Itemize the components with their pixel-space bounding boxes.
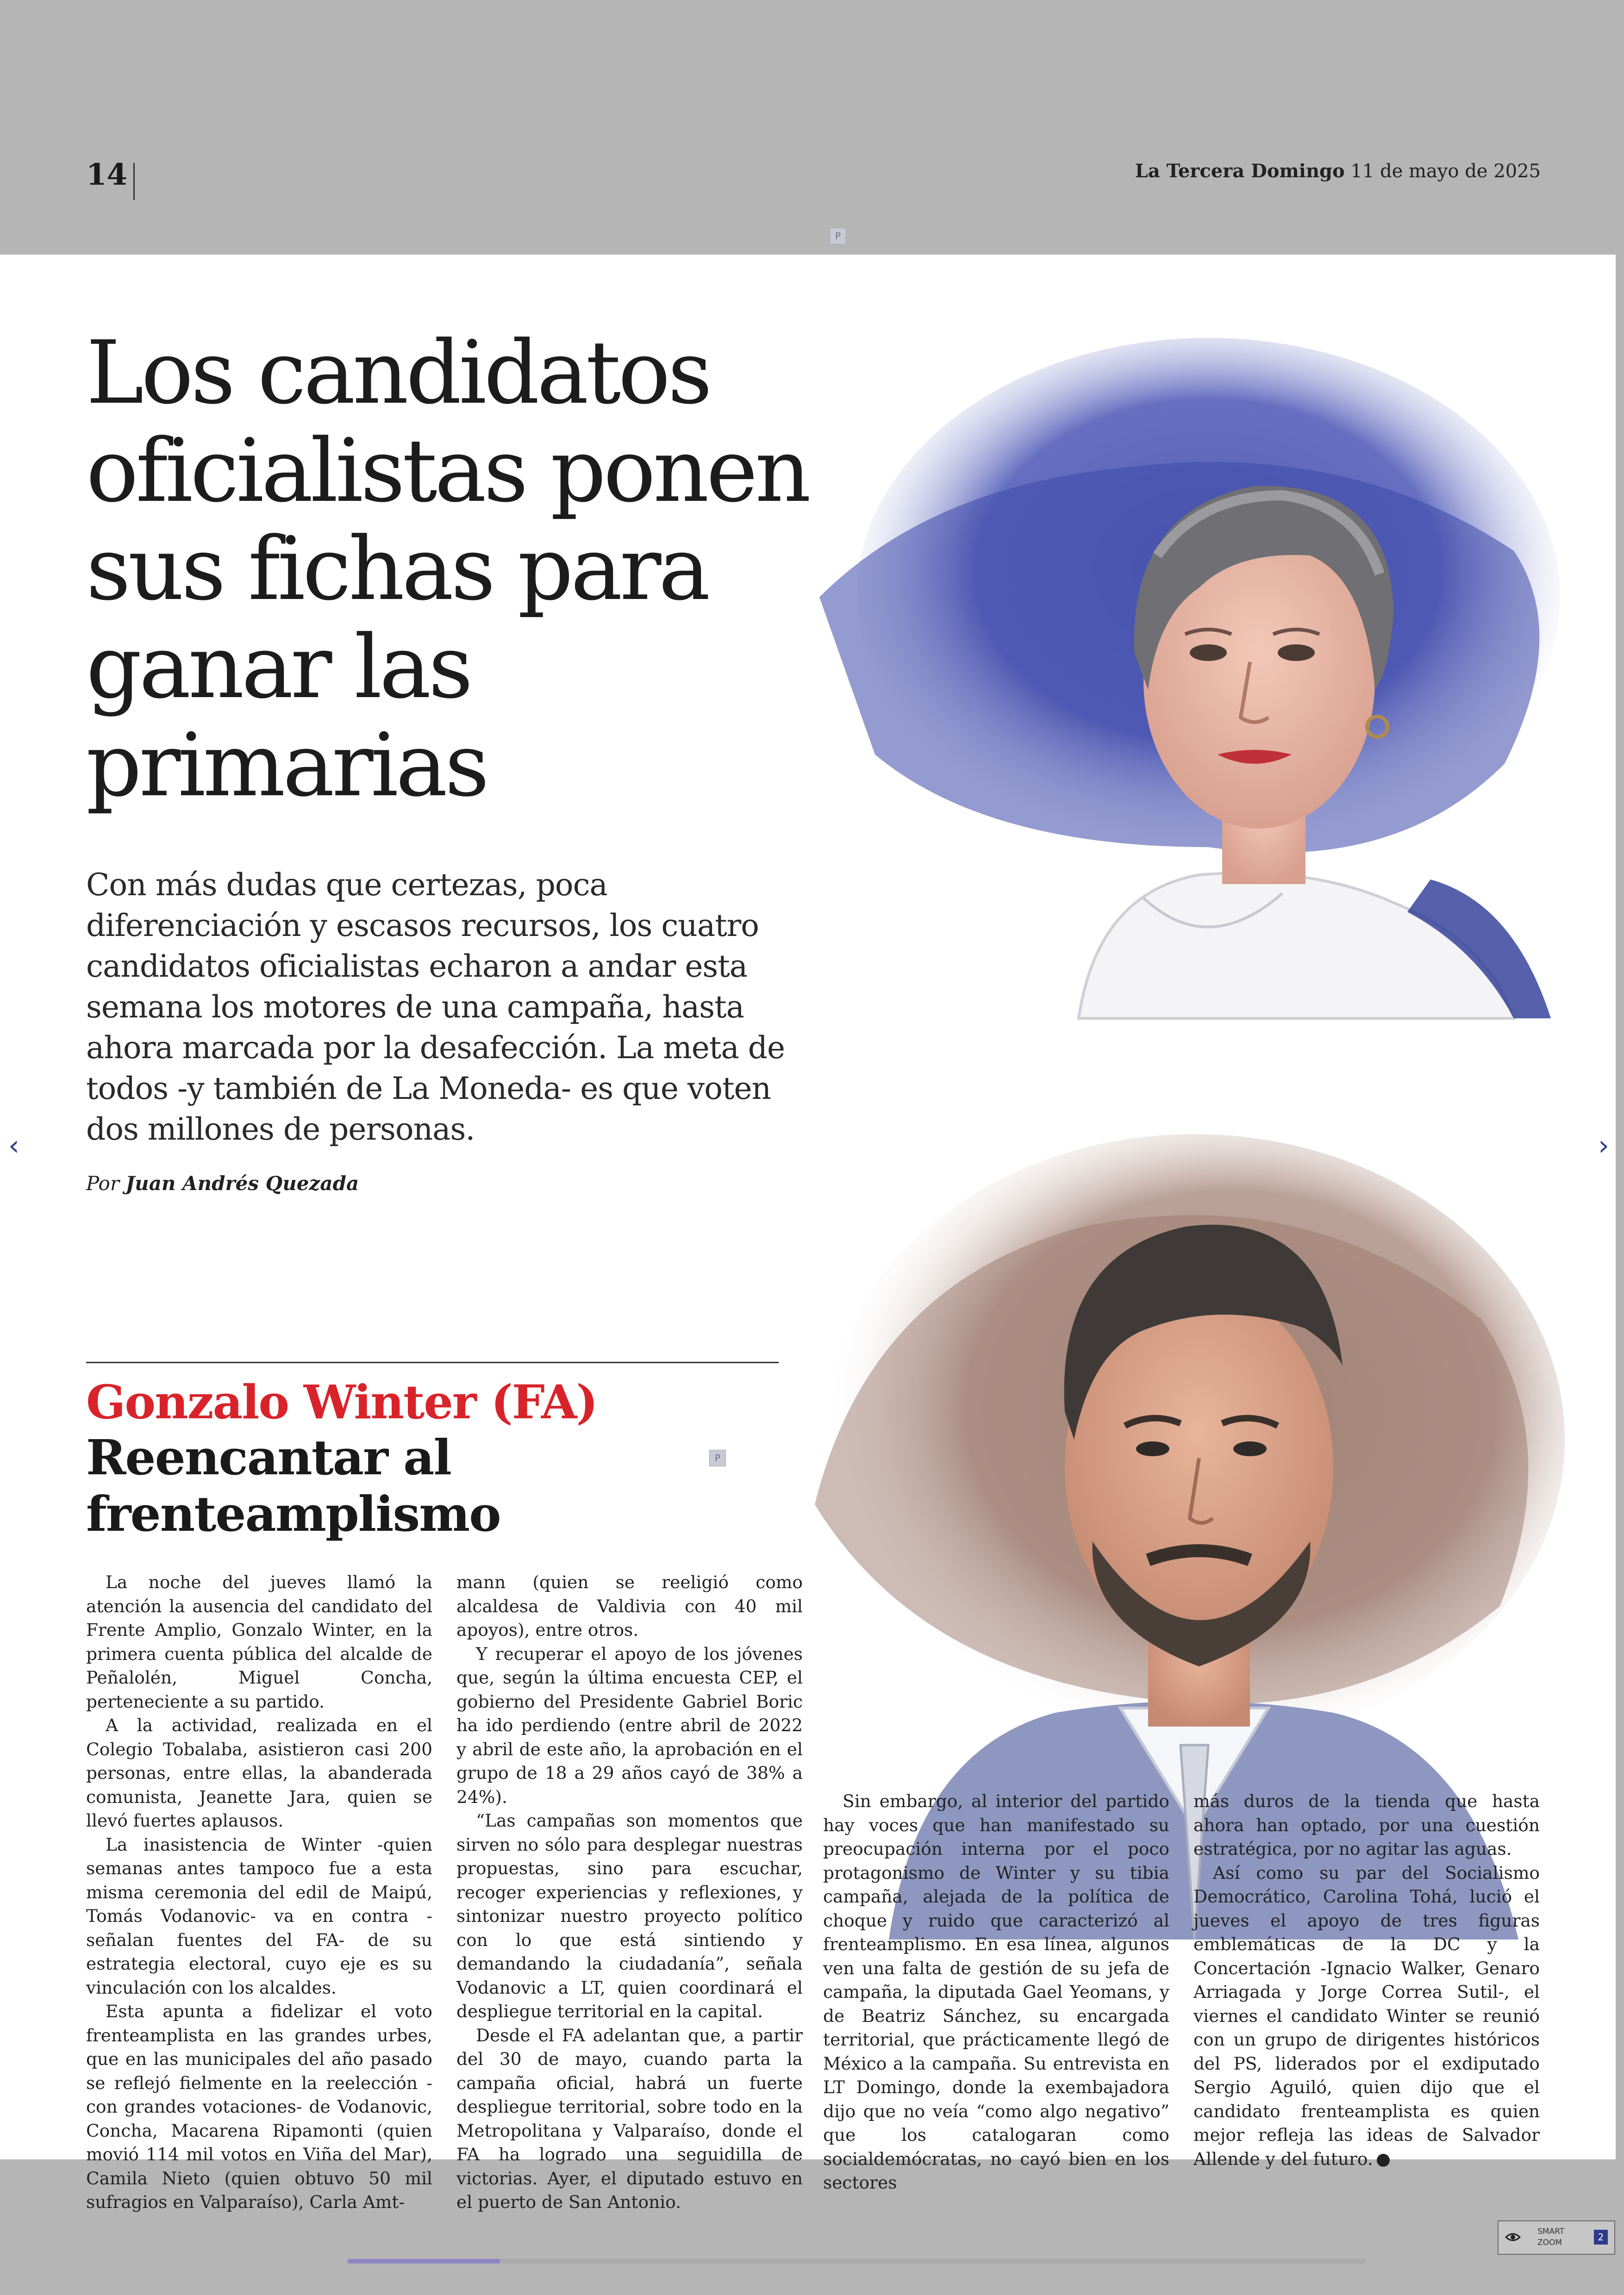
smart-zoom-line2: ZOOM [1537,2238,1562,2247]
eye-icon [1505,2231,1521,2244]
previous-page-button[interactable]: ‹ [8,1129,19,1162]
paragraph: “Las campañas son momentos que sirven no sólo para desplegar nuestras propuestas, sino para escuchar, recoger experiencias y reflexiones, y sintonizar nuestro proyecto político con lo que está sintiendo y demandando la ciudadanía”, señala Vodanovic a LT, quien coordinará el despliegue territorial en la capital. [456,1810,803,2021]
body-column-1 [86,1571,432,2214]
body-column-4 [1193,1790,1540,2171]
next-page-button[interactable]: › [1598,1129,1609,1162]
portrait-carolina-toha [792,356,1593,1018]
byline-prefix: Por [86,1172,119,1195]
page-marker-icon[interactable]: P [830,228,846,244]
section-candidate-name: Gonzalo Winter (FA) [86,1375,597,1429]
smart-zoom-line1: SMART [1537,2227,1565,2236]
page-number-divider [133,163,135,200]
paragraph [1193,1861,1540,2171]
top-bar [0,0,1624,255]
paragraph: La noche del jueves llamó la atención la ausencia del candidato del Frente Amplio, Gonzalo Winter, en la primera cuenta pública del alcalde de Peñalolén, Miguel Concha, perteneciente a su partido. [86,1572,432,1712]
page-scrollbar-thumb[interactable] [347,2259,500,2264]
paragraph-text: Así como su par del Socialismo Democrático, Carolina Tohá, lució el jueves el apoyo de tres figuras emblemáticas de la DC y la Concertación -Ignacio Walker, Genaro Arriagada y Jorge Correa Sutil-, el viernes el candidato Winter se reunió con un grupo de dirigentes históricos del PS, liderados por el exdiputado Sergio Aguiló, quien dijo que el candidato frenteamplista es quien mejor refleja las ideas de Salvador Allende y del futuro. [1193,1862,1540,2169]
page-number: 14 [86,157,128,192]
masthead [1135,160,1541,182]
byline-author: Juan Andrés Quezada [125,1172,359,1195]
section-title: Reencantar al frenteamplismo [86,1429,500,1542]
page-scrollbar-track[interactable] [347,2259,1366,2264]
publication-name: La Tercera Domingo [1135,160,1345,182]
newspaper-page [0,255,1616,2212]
smart-zoom-button[interactable] [1498,2220,1615,2255]
paragraph: Y recuperar el apoyo de los jóvenes que, según la última encuesta CEP, el gobierno del Presidente Gabriel Boric ha ido perdiendo (entre abril de 2022 y abril de este año, la aprobación en el grupo de 18 a 29 años cayó de 38% a 24%). [456,1643,803,1807]
headline: Los candidatos oficialistas ponen sus fichas para ganar las primarias [86,322,808,816]
article-end-icon [1377,2154,1390,2167]
smart-zoom-label [1537,2226,1564,2248]
paragraph: La inasistencia de Winter -quien semanas antes tampoco fue a esta misma ceremonia del edil de Maipú, Tomás Vodanovic- va en contra -señalan fuentes del FA- de su estrategia electoral, cuyo eje es su vinculación con los alcaldes. [86,1834,432,1998]
paragraph: Desde el FA adelantan que, a partir del 30 de mayo, cuando parta la campaña oficial, habrá un fuerte despliegue territorial, sobre todo en la Metropolitana y Valparaíso, donde el FA ha logrado una seguidilla de victorias. Ayer, el diputado estuvo en el puerto de San Antonio. [456,2025,803,2212]
page-marker-icon-2[interactable]: P [709,1450,726,1466]
paragraph: mann (quien se reeligió como alcaldesa de Valdivia con 40 mil apoyos), entre otros. [456,1572,803,1640]
byline [86,1172,359,1195]
lead-paragraph: Con más dudas que certezas, poca diferenciación y escasos recursos, los cuatro candidatos oficialistas echaron a andar esta semana los motores de una campaña, hasta ahora marcada por la desafección. La meta de todos -y también de La Moneda- es que voten dos millones de personas. [86,867,785,1147]
paragraph: Sin embargo, al interior del partido hay voces que han manifestado su preocupación interna por el poco protagonismo de Winter y su tibia campaña, alejada de la política de choque y ruido que caracterizó al frenteamplismo. En esa línea, algunos ven una falta de gestión de su jefa de campaña, la diputada Gael Yeomans, y de Beatriz Sánchez, su encargada territorial, que prácticamente llegó de México a la campaña. Su entrevista en LT Domingo, donde la exembajadora dijo que no veía “como algo negativo” que los catalogaran como socialdemócratas, no cayó bien en los sectores [823,1791,1169,2193]
paragraph: A la actividad, realizada en el Colegio Tobalaba, asistieron casi 200 personas, entre ellas, la abanderada comunista, Jeanette Jara, quien se llevó fuertes aplausos. [86,1715,432,1831]
publication-date: 11 de mayo de 2025 [1350,161,1541,182]
section-rule [86,1362,779,1363]
paragraph: Esta apunta a fidelizar el voto frenteamplista en las grandes urbes, que en las municipales del año pasado se reflejó fielmente en la reelección -con grandes votaciones- de Vodanovic, Concha, Macarena Ripamonti (quien movió 114 mil votos en Viña del Mar), Camila Nieto (quien obtuvo 50 mil sufragios en Valparaíso), Carla Amt- [86,2001,432,2212]
paragraph: más duros de la tienda que hasta ahora han optado, por una cuestión estratégica, por no agitar las aguas. [1193,1791,1540,1859]
body-column-2 [456,1571,803,2214]
smart-zoom-badge: 2 [1594,2230,1608,2245]
body-column-3 [823,1790,1169,2195]
